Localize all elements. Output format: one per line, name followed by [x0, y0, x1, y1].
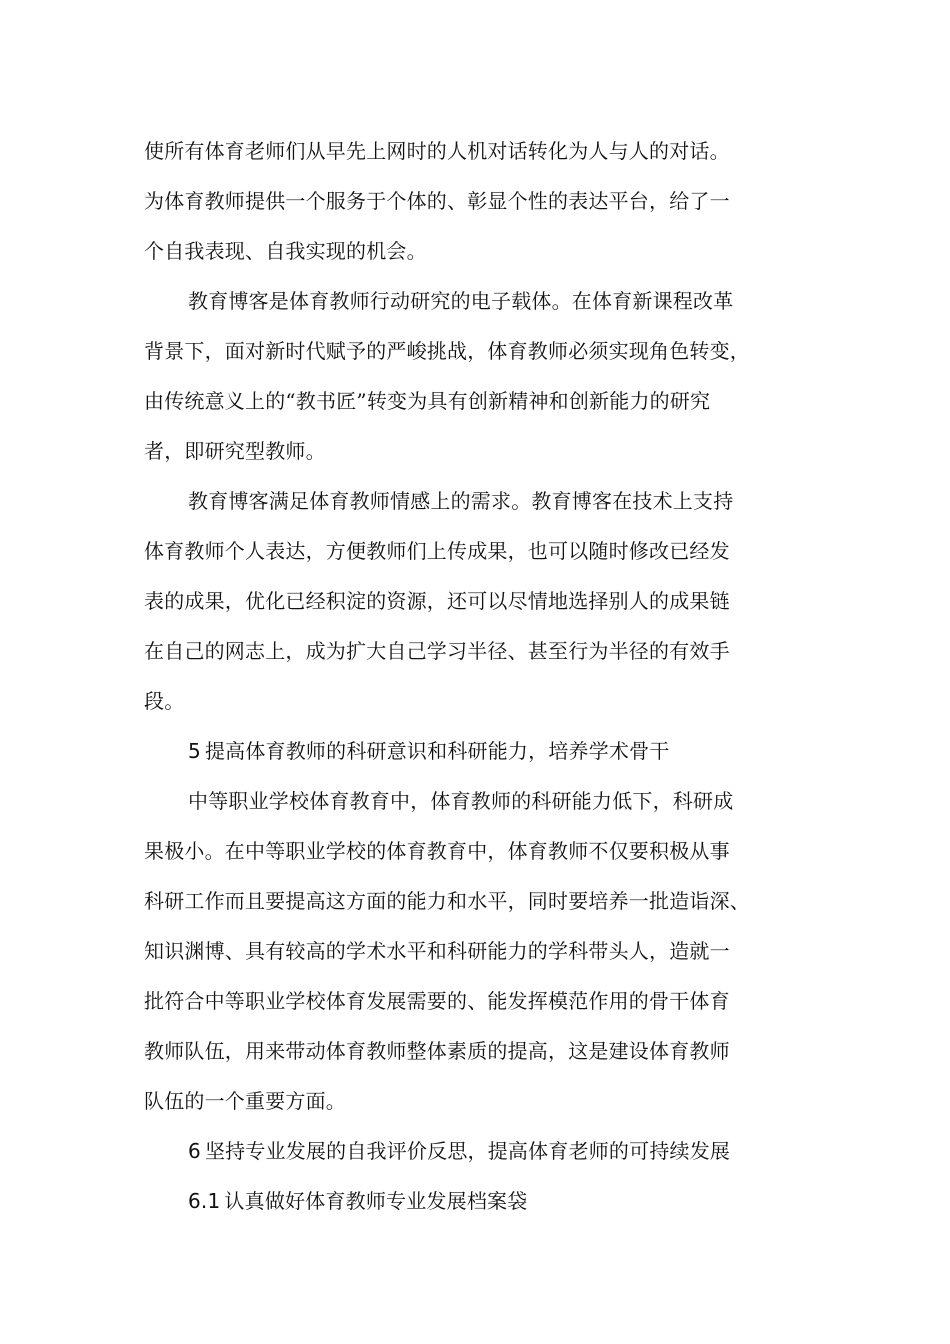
paragraph-line: 背景下，面对新时代赋予的严峻挑战，体育教师必须实现角色转变， — [144, 339, 750, 363]
paragraph-line: 科研工作而且要提高这方面的能力和水平，同时要培养一批造诣深、 — [144, 889, 750, 913]
section-title: 认真做好体育教师专业发展档案袋 — [224, 1189, 528, 1213]
paragraph-line: 表的成果，优化已经积淀的资源，还可以尽情地选择别人的成果链 — [144, 589, 730, 613]
paragraph-line: 教育博客是体育教师行动研究的电子载体。在体育新课程改革 — [188, 289, 734, 313]
section-number: 6.1 — [188, 1189, 221, 1213]
paragraph-line: 者，即研究型教师。 — [144, 439, 326, 463]
section-heading — [144, 1126, 824, 1176]
paragraph-line: 使所有体育老师们从早先上网时的人机对话转化为人与人的对话。 — [144, 139, 730, 163]
section-title: 提高体育教师的科研意识和科研能力，培养学术骨干 — [204, 739, 670, 763]
paragraph-line: 在自己的网志上，成为扩大自己学习半径、甚至行为半径的有效手 — [144, 639, 730, 663]
paragraph-line: 队伍的一个重要方面。 — [144, 1089, 346, 1113]
paragraph-line: 果极小。在中等职业学校的体育教育中，体育教师不仅要积极从事 — [144, 839, 730, 863]
paragraph-line: 知识渊博、具有较高的学术水平和科研能力的学科带头人，造就一 — [144, 939, 730, 963]
paragraph-line: 段。 — [144, 689, 185, 713]
section-title: 坚持专业发展的自我评价反思，提高体育老师的可持续发展 — [204, 1139, 731, 1163]
paragraph-line: 教育博客满足体育教师情感上的需求。教育博客在技术上支持 — [188, 489, 734, 513]
paragraph-line: 批符合中等职业学校体育发展需要的、能发挥模范作用的骨干体育 — [144, 989, 730, 1013]
paragraph-line: 中等职业学校体育教育中，体育教师的科研能力低下，科研成 — [188, 789, 734, 813]
paragraph-line: 体育教师个人表达，方便教师们上传成果，也可以随时修改已经发 — [144, 539, 730, 563]
paragraph-line: 为体育教师提供一个服务于个体的、彰显个性的表达平台，给了一 — [144, 189, 730, 213]
paragraph-line: 个自我表现、自我实现的机会。 — [144, 239, 427, 263]
paragraph-line: 由传统意义上的“教书匠”转变为具有创新精神和创新能力的研究 — [144, 389, 711, 413]
paragraph-line: 教师队伍，用来带动体育教师整体素质的提高，这是建设体育教师 — [144, 1039, 730, 1063]
document-body — [144, 126, 824, 1226]
section-number: 6 — [188, 1139, 201, 1163]
section-number: 5 — [188, 739, 201, 763]
subsection-heading — [144, 1176, 824, 1226]
section-heading — [144, 726, 824, 776]
